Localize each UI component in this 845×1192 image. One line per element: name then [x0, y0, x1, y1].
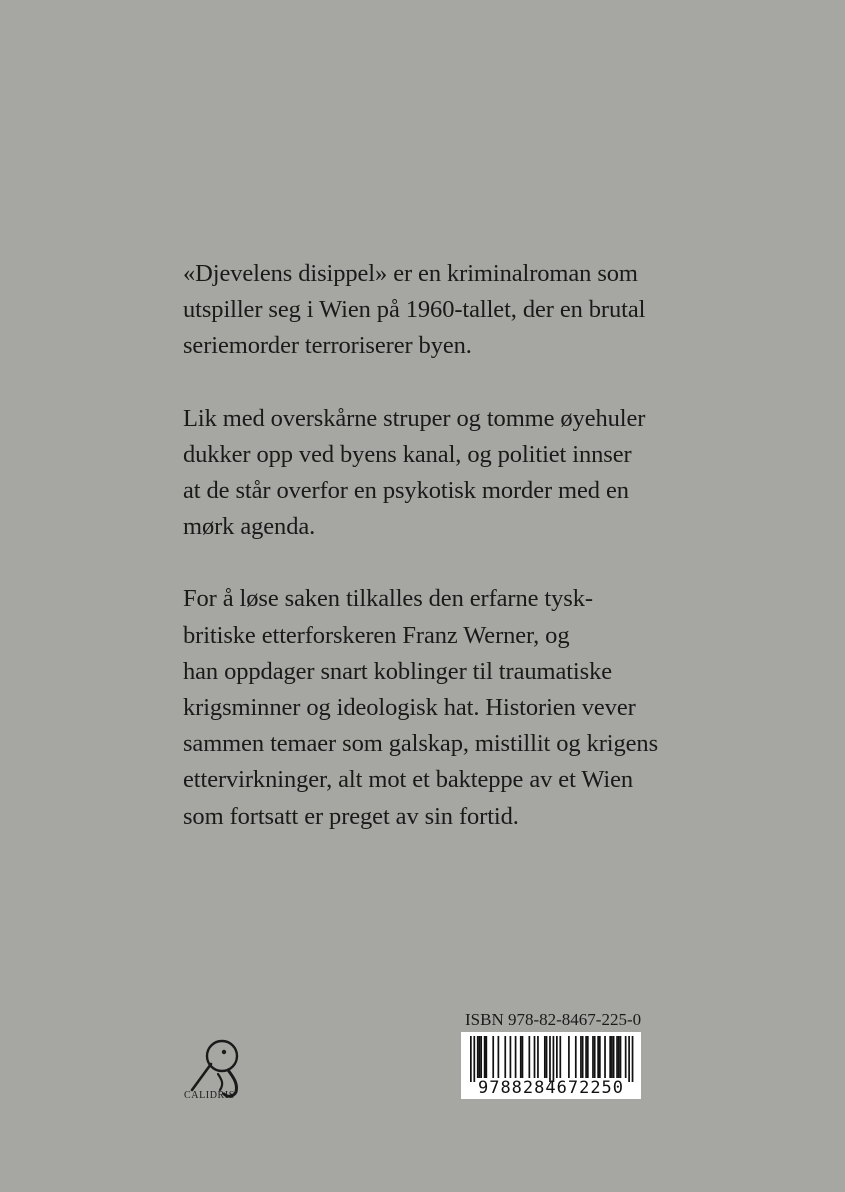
- blurb-line: «Djevelens disippel» er en kriminalroman som: [183, 260, 638, 287]
- barcode-bar: [587, 1036, 589, 1078]
- barcode-bar: [575, 1036, 577, 1078]
- barcode-bar: [556, 1036, 558, 1078]
- barcode-bar: [594, 1036, 596, 1078]
- barcode-bar: [620, 1036, 622, 1078]
- barcode-bar: [616, 1036, 618, 1078]
- blurb-line: Lik med overskårne struper og tomme øyehuler: [183, 404, 646, 432]
- barcode-bar: [613, 1036, 615, 1078]
- barcode-bar: [597, 1036, 599, 1078]
- blurb-paragraph-2: [183, 401, 703, 546]
- blurb-line: britiske etterforskeren Franz Werner, og: [183, 621, 570, 649]
- blurb-line: For å løse saken tilkalles den erfarne tysk-: [183, 585, 593, 613]
- barcode-bar: [480, 1036, 482, 1078]
- barcode-bar: [534, 1036, 536, 1078]
- blurb-line: dukker opp ved byens kanal, og politiet innser: [183, 440, 632, 468]
- barcode-bar: [470, 1036, 472, 1082]
- barcode-bar: [479, 1036, 481, 1078]
- barcode-bar: [528, 1036, 530, 1078]
- publisher-name: CALIDRIS: [184, 1090, 235, 1101]
- blurb-line: ettervirkninger, alt mot et bakteppe av et Wien: [183, 766, 634, 794]
- blurb-line: at de står overfor en psykotisk morder med en: [183, 477, 629, 505]
- barcode-bar: [544, 1036, 546, 1078]
- barcode-bar: [599, 1036, 601, 1078]
- blurb-line: utspiller seg i Wien på 1960-tallet, der en brutal: [183, 296, 646, 324]
- barcode-bar: [485, 1036, 487, 1078]
- blurb-paragraph-3: [183, 581, 703, 834]
- barcode-bar: [585, 1036, 587, 1078]
- barcode-bar: [609, 1036, 611, 1078]
- barcode-bars: [461, 1032, 641, 1082]
- barcode-bar: [625, 1036, 627, 1078]
- barcode-bar: [477, 1036, 479, 1078]
- barcode-bar: [522, 1036, 524, 1078]
- barcode-bar: [618, 1036, 620, 1078]
- barcode-bar: [582, 1036, 584, 1078]
- barcode-bar: [604, 1036, 606, 1078]
- isbn-barcode: [461, 1032, 641, 1099]
- barcode-bar: [520, 1036, 522, 1078]
- blurb-line: krigsminner og ideologisk hat. Historien vever: [183, 694, 636, 722]
- barcode-bar: [498, 1036, 500, 1078]
- blurb-line: seriemorder terroriserer byen.: [183, 332, 472, 360]
- barcode-bar: [553, 1036, 555, 1082]
- isbn-label: ISBN 978-82-8467-225-0: [465, 1010, 642, 1029]
- blurb-line: sammen temaer som galskap, mistillit og krigens: [183, 730, 659, 758]
- barcode-bar: [628, 1036, 630, 1082]
- barcode-bar: [549, 1036, 551, 1082]
- barcode-bar: [568, 1036, 570, 1078]
- barcode-bar: [510, 1036, 512, 1078]
- barcode-bar: [473, 1036, 475, 1082]
- barcode-bar: [504, 1036, 506, 1078]
- barcode-bar: [492, 1036, 494, 1078]
- barcode-digits: 9788284672250: [477, 1078, 625, 1098]
- barcode-bar: [546, 1036, 548, 1078]
- barcode-bar: [559, 1036, 561, 1078]
- barcode-bar: [592, 1036, 594, 1078]
- barcode-bar: [611, 1036, 613, 1078]
- blurb-line: mørk agenda.: [183, 513, 316, 541]
- barcode-bar: [537, 1036, 539, 1078]
- barcode-bar: [484, 1036, 486, 1078]
- blurb-line: han oppdager snart koblinger til traumatiske: [183, 657, 612, 685]
- blurb-paragraph-1: [183, 256, 703, 365]
- back-cover-blurb: [183, 256, 703, 871]
- barcode-bar: [580, 1036, 582, 1078]
- barcode-bar: [515, 1036, 517, 1078]
- blurb-line: som fortsatt er preget av sin fortid.: [183, 802, 519, 830]
- barcode-bar: [632, 1036, 634, 1082]
